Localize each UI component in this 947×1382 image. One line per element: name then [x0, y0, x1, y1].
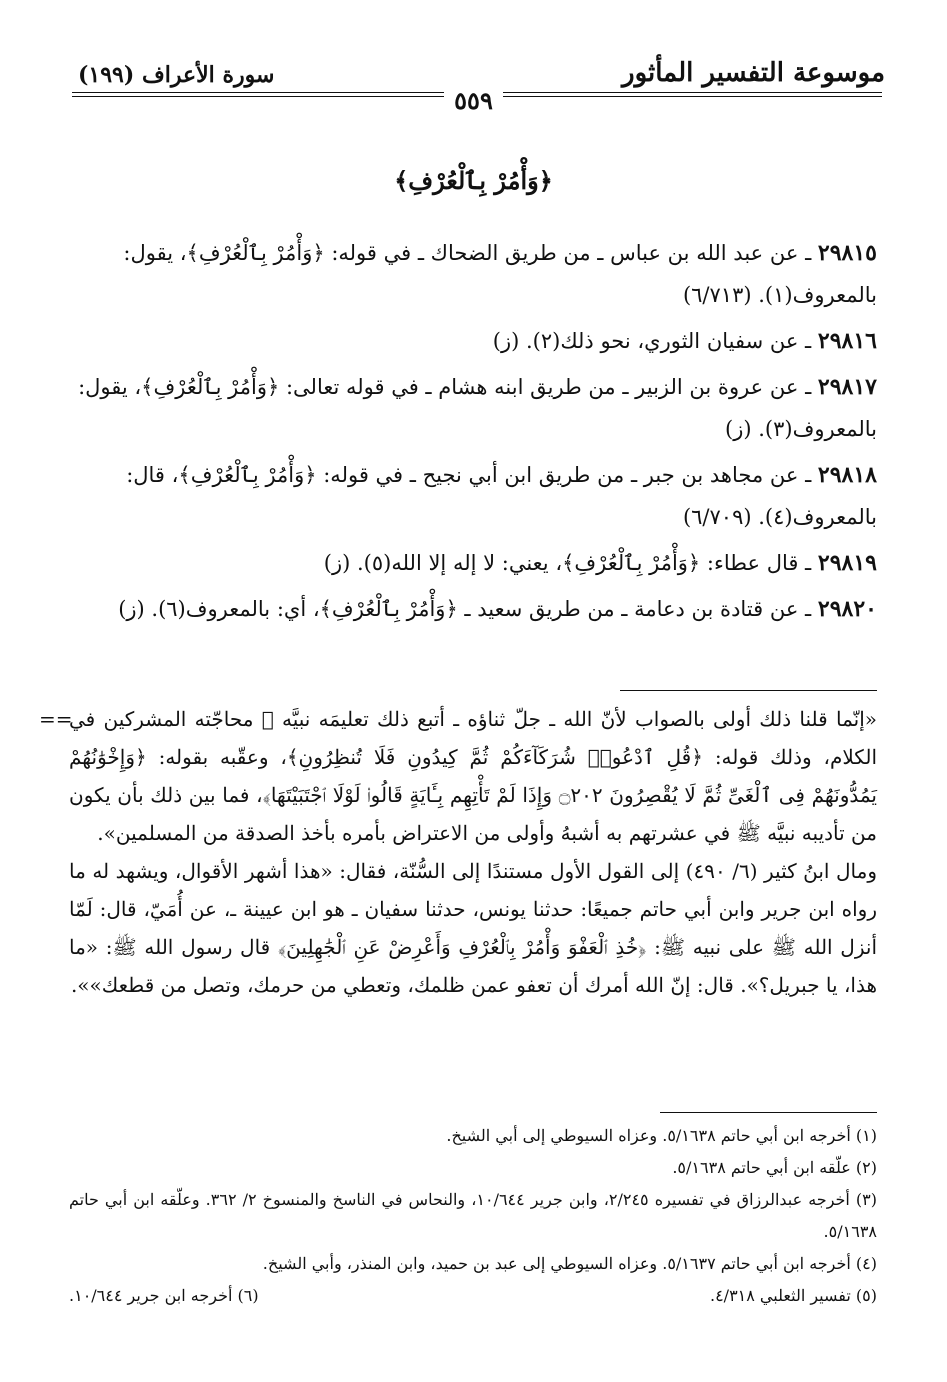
surah-label: سورة الأعراف (١٩٩) [78, 62, 275, 88]
footnote: (٥) تفسير الثعلبي ٤/٣١٨. [709, 1286, 877, 1305]
narration-entry [69, 320, 877, 362]
narration-number: ٢٩٨٢٠ [817, 596, 877, 622]
narration-number: ٢٩٨١٨ [817, 462, 877, 488]
narration-text: ـ عن عروة بن الزبير ـ من طريق ابنه هشام ـ في قوله تعالى: ﴿وَأْمُرْ بِٱلْعُرْفِ﴾، يقول: بالمعروف(٣). (ز) [78, 375, 877, 441]
narration-entry [69, 588, 877, 630]
page-number-container [0, 86, 947, 115]
narration-text: ـ عن مجاهد بن جبر ـ من طريق ابن أبي نجيح ـ في قوله: ﴿وَأْمُرْ بِٱلْعُرْفِ﴾، قال: بالمعروف(٤). (٦/٧٠٩) [126, 463, 877, 529]
footnote-pair [69, 1280, 877, 1312]
page-number: ٥٥٩ [444, 86, 503, 115]
footnote: (١) أخرجه ابن أبي حاتم ٥/١٦٣٨. وعزاه السيوطي إلى أبي الشيخ. [446, 1126, 877, 1145]
commentary-paragraph: «إنّما قلنا ذلك أولى بالصواب لأنّ الله ـ جلّ ثناؤه ـ أتبع ذلك تعليمَه نبيَّه ﷺ محاجّته المشركين في الكلام، وذلك قوله: ﴿قُلِ ٱدْعُوا۟ شُرَكَآءَكُمْ ثُمَّ كِيدُونِ فَلَا تُنظِرُونِ﴾، وعقّبه بقوله: ﴿وَإِخْوَٰنُهُمْ يَمُدُّونَهُمْ فِى ٱلْغَىِّ ثُمَّ لَا يُقْصِرُونَ ۝٢٠٢ وَإِذَا لَمْ تَأْتِهِم بِـَٔايَةٍ قَالُوا۟ لَوْلَا ٱجْتَبَيْتَهَا﴾، فما بين ذلك بأن يكون من تأديبه نبيَّه ﷺ في عشرتهم به أشبهُ وأولى من الاعتراض بأمره بأخذ الصدقة من المسلمين». [69, 707, 877, 845]
narration-number: ٢٩٨١٩ [817, 550, 877, 576]
commentary-paragraph: ومال ابنُ كثير (٦/ ٤٩٠) إلى القول الأول مستندًا إلى السُّنّة، فقال: «هذا أشهر الأقوال، ويشهد له ما رواه ابن جرير وابن أبي حاتم جميعًا: حدثنا يونس، حدثنا سفيان ـ هو ابن عيينة ـ، عن أُمَيّ، قال: لَمّا أنزل الله ﷺ على نبيه ﷺ: ﴿خُذِ ٱلْعَفْوَ وَأْمُرْ بِٱلْعُرْفِ وَأَعْرِضْ عَنِ ٱلْجَٰهِلِينَ﴾ قال رسول الله ﷺ: «ما هذا، يا جبريل؟». قال: إنّ الله أمرك أن تعفو عمن ظلمك، وتعطي من حرمك، وتصل من قطعك»». [69, 859, 877, 997]
narration-text: ـ عن عبد الله بن عباس ـ من طريق الضحاك ـ في قوله: ﴿وَأْمُرْ بِٱلْعُرْفِ﴾، يقول: بالمعروف(١). (٦/٧١٣) [123, 241, 877, 307]
narration-number: ٢٩٨١٥ [817, 240, 877, 266]
narration-list [69, 232, 877, 634]
footnote: (٦) أخرجه ابن جرير ١٠/٦٤٤. [69, 1286, 259, 1305]
footnotes [69, 1120, 877, 1312]
narration-text: ـ عن سفيان الثوري، نحو ذلك(٢). (ز) [492, 329, 812, 353]
footnote: (٣) أخرجه عبدالرزاق في تفسيره ٢/٢٤٥، وابن جرير ١٠/٦٤٤، والنحاس في الناسخ والمنسوخ ٢/ ٣٦٢. وعلّقه ابن أبي حاتم ٥/١٦٣٨. [69, 1190, 877, 1241]
narration-text: ـ عن قتادة بن دعامة ـ من طريق سعيد ـ ﴿وَأْمُرْ بِٱلْعُرْفِ﴾، أي: بالمعروف(٦). (ز) [118, 597, 812, 621]
continuation-mark: == [39, 707, 73, 731]
narration-entry [69, 542, 877, 584]
narration-entry [69, 454, 877, 538]
footnote-separator [660, 1112, 877, 1113]
commentary-separator [620, 690, 877, 691]
footnote: (٢) علّقه ابن أبي حاتم ٥/١٦٣٨. [672, 1158, 877, 1177]
book-title: موسوعة التفسير المأثور [622, 58, 885, 88]
narration-entry [69, 232, 877, 316]
narration-number: ٢٩٨١٧ [817, 374, 877, 400]
commentary-block [69, 700, 877, 1004]
footnote: (٤) أخرجه ابن أبي حاتم ٥/١٦٣٧. وعزاه السيوطي إلى عبد بن حميد، وابن المنذر، وأبي الشيخ. [262, 1254, 877, 1273]
narration-text: ـ قال عطاء: ﴿وَأْمُرْ بِٱلْعُرْفِ﴾، يعني: لا إله إلا الله(٥). (ز) [323, 551, 812, 575]
narration-number: ٢٩٨١٦ [817, 328, 877, 354]
verse-heading: ﴿وَأْمُرْ بِٱلْعُرْفِ﴾ [394, 166, 553, 195]
narration-entry [69, 366, 877, 450]
